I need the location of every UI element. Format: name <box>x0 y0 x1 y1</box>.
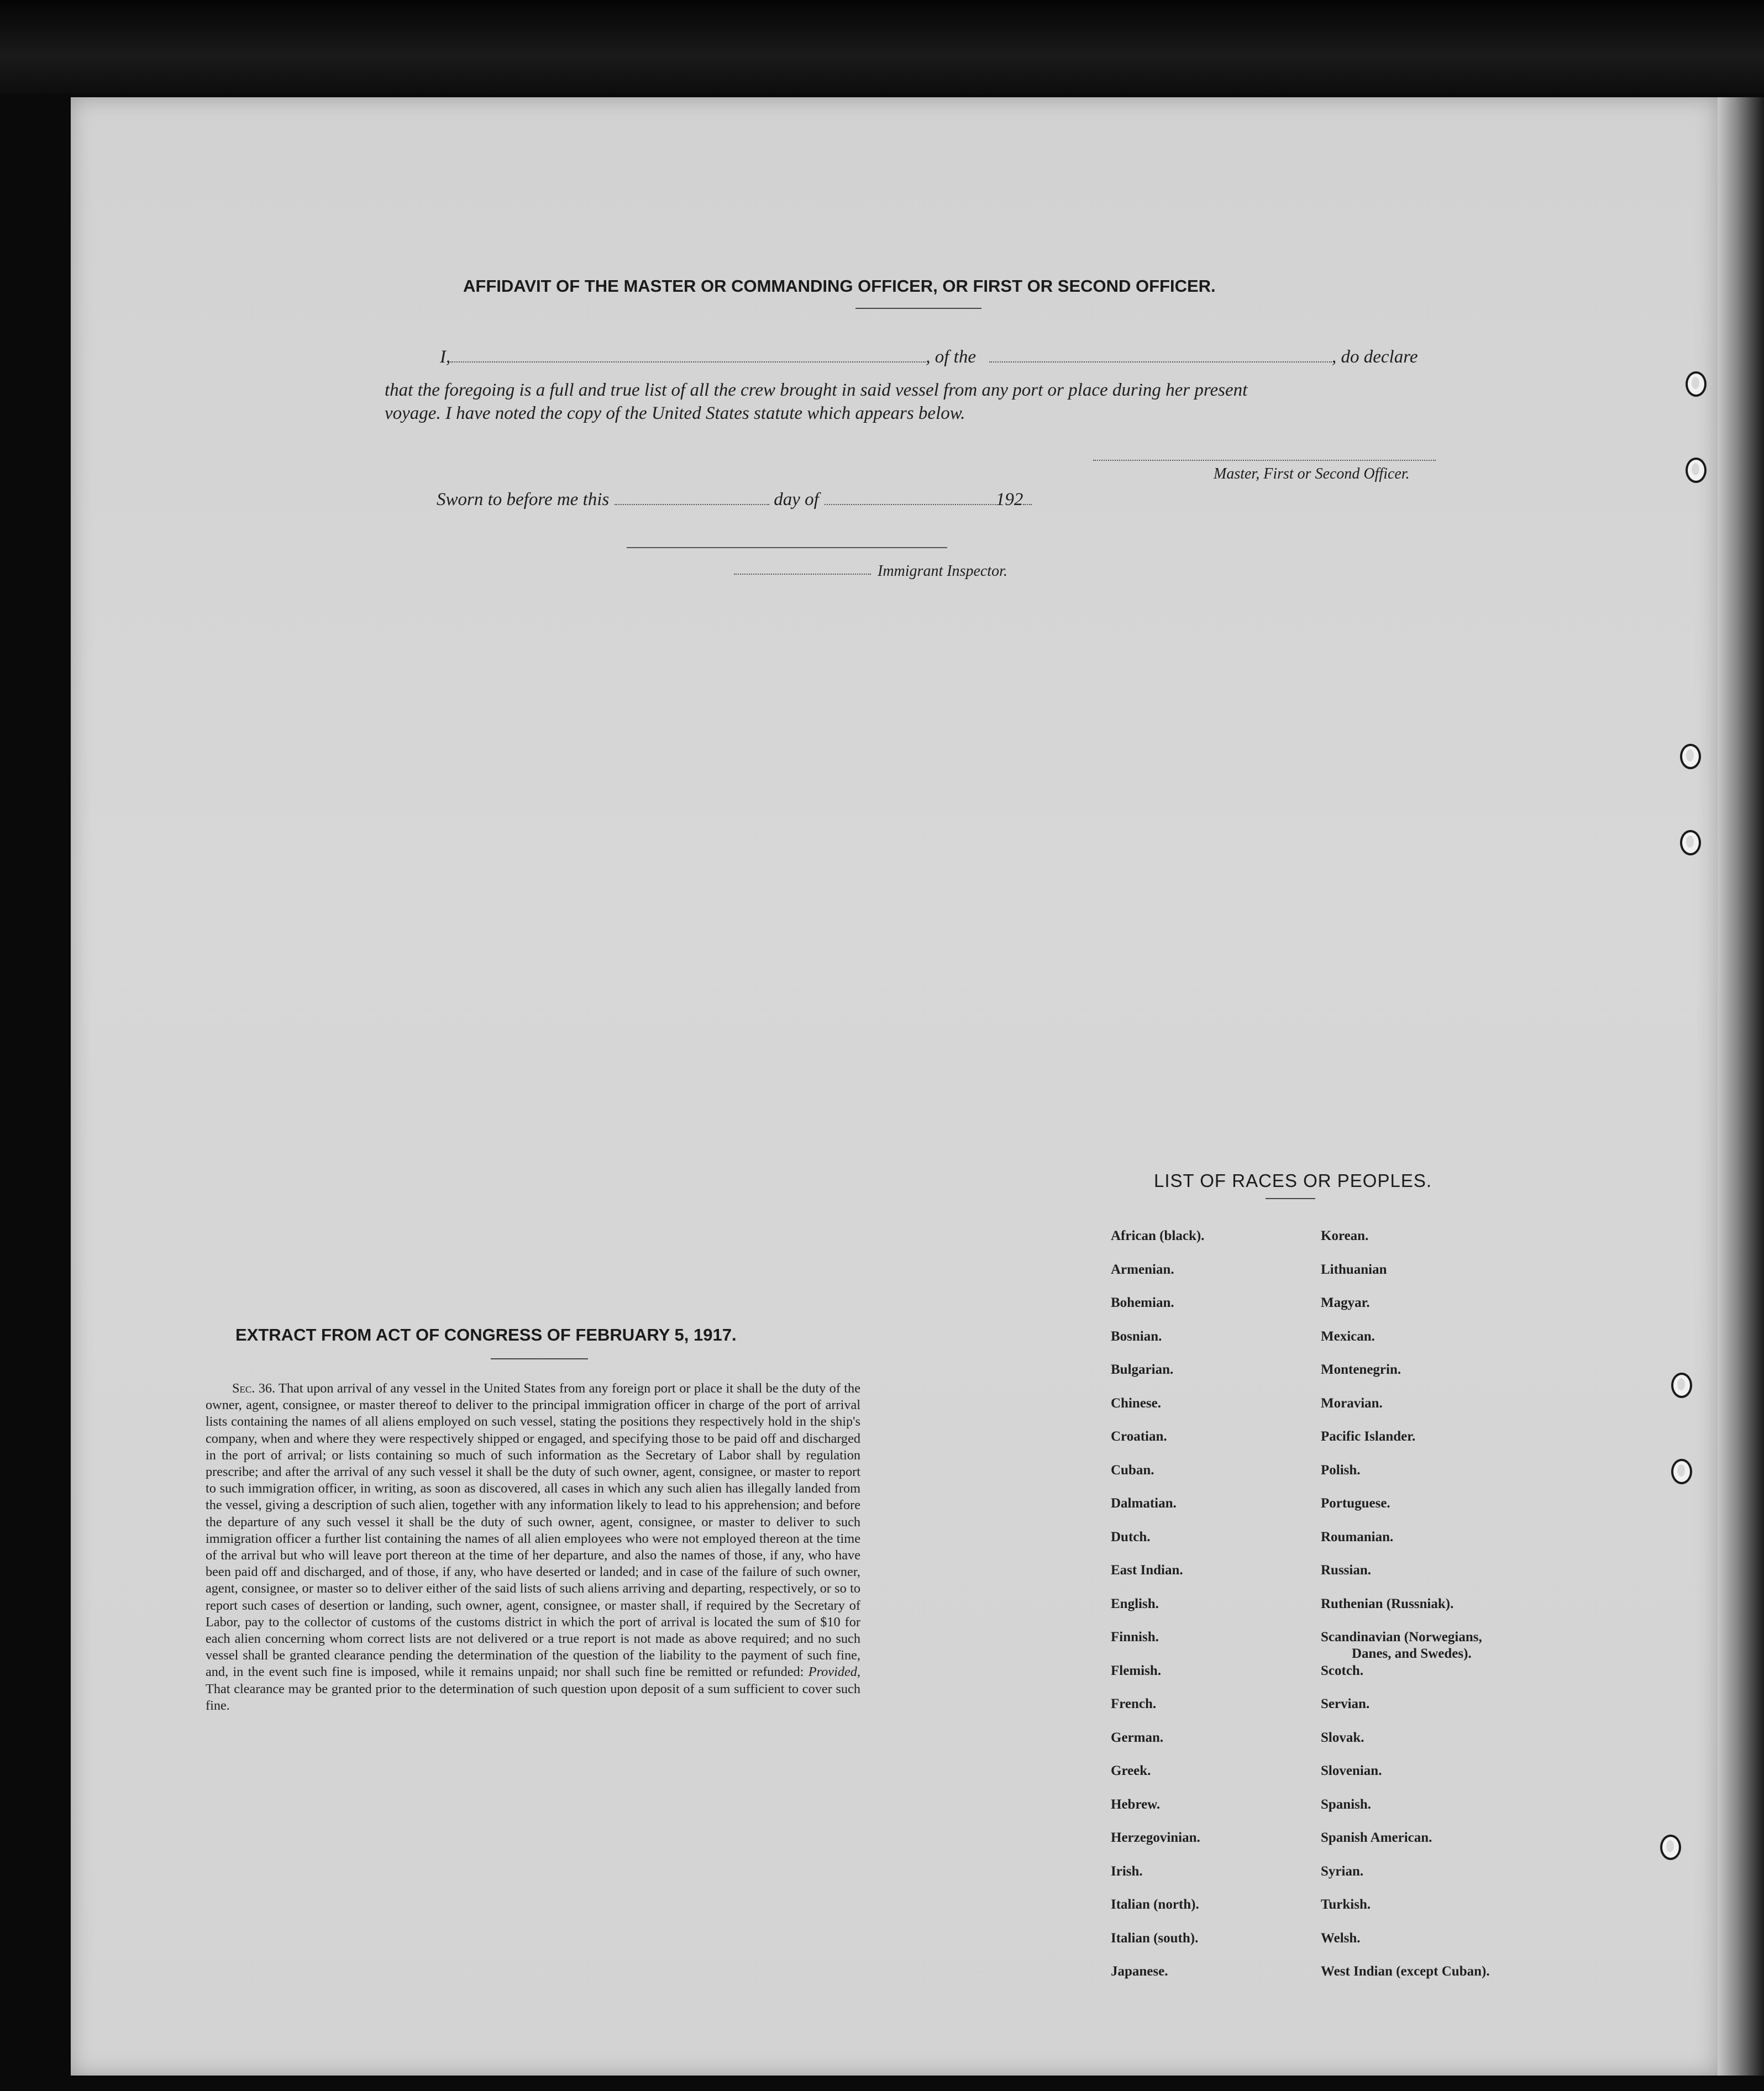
affidavit-title-rule <box>855 308 981 309</box>
race-entry: Japanese. <box>1111 1964 1168 1979</box>
race-entry: Bosnian. <box>1111 1328 1162 1344</box>
race-entry: Lithuanian <box>1321 1262 1387 1277</box>
extract-text-part-1: That upon arrival of any vessel in the United States from any foreign port or place it shall be the duty of the owner, agent, consignee, or master thereof to deliver to the principal immigration officer in charge of the port of arrival lists containing the names of all aliens employed on such vessel, stating the positions they respectively hold in the ship's company, when and where they were respectively shipped or engaged, and specifying those to be paid off and discharged in the port of arrival; or lists containing so much of such information as the Secretary of Labor shall by regulation prescribe; and after the arrival of any such vessel it shall be the duty of such owner, agent, consignee, or master to report to such immigration officer, in writing, as soon as discovered, all cases in which any such alien has illegally landed from the vessel, giving a description of such alien, together with any information likely to lead to his apprehension; and before the departure of any such vessel it shall be the duty of such owner, agent, consignee, or master to deliver to such immigration officer a further list containing the names of all alien employees who were not employed thereon at the time of the arrival but who will leave port thereon at the time of her departure, and also the names of those, if any, who have been paid off and discharged, and of those, if any, who have deserted or landed; and in case of the failure of such owner, agent, consignee, or master so to deliver either of the said lists of such aliens arriving and departing, respectively, or so to report such cases of desertion or landing, such owner, agent, consignee, or master shall, if required by the Secretary of Labor, pay to the collector of customs of the customs district in which the port of arrival is located the sum of $10 for each alien concerning whom correct lists are not delivered or a true report is not made as above required; and no such vessel shall be granted clearance pending the determination of the question of the liability to the payment of such fine, and, in the event such fine is imposed, while it remains unpaid; nor shall such fine be remitted or refunded: <box>206 1381 860 1680</box>
extract-body <box>206 1380 860 1714</box>
affidavit-of-the-label: , of the <box>926 347 976 367</box>
binder-hole <box>1671 1373 1692 1398</box>
race-entry: Italian (north). <box>1111 1897 1199 1912</box>
race-entry: Italian (south). <box>1111 1930 1199 1946</box>
page-right-edge <box>1718 97 1764 2076</box>
inspector-dotted-line <box>734 574 871 575</box>
affidavit-title: AFFIDAVIT OF THE MASTER OR COMMANDING OFFICER, OR FIRST OR SECOND OFFICER. <box>463 276 1216 296</box>
sworn-line <box>437 490 1032 510</box>
race-entry: Moravian. <box>1321 1395 1383 1411</box>
sworn-month-blank[interactable] <box>825 504 996 505</box>
race-entry: Chinese. <box>1111 1395 1161 1411</box>
race-entry: Herzegovinian. <box>1111 1830 1200 1845</box>
races-column-2 <box>1321 1228 1490 1997</box>
sworn-year-label: 192 <box>995 490 1023 509</box>
affidavit-line-3: voyage. I have noted the copy of the United States statute which appears below. <box>385 403 965 423</box>
name-blank[interactable] <box>450 361 926 362</box>
race-entry: Scotch. <box>1321 1663 1364 1678</box>
extract-title-rule <box>491 1358 588 1359</box>
binder-hole <box>1686 371 1707 397</box>
binder-hole <box>1680 830 1701 855</box>
vessel-blank[interactable] <box>989 361 1332 362</box>
race-entry: Finnish. <box>1111 1630 1159 1645</box>
race-entry: Korean. <box>1321 1228 1369 1243</box>
races-title-rule <box>1266 1198 1315 1199</box>
race-entry: Flemish. <box>1111 1663 1161 1678</box>
race-entry: Bulgarian. <box>1111 1362 1174 1377</box>
affidavit-line-2: that the foregoing is a full and true list of all the crew brought in said vessel from any port or place during her present <box>385 380 1248 400</box>
provided-label: Provided, <box>808 1664 860 1680</box>
race-entry: Spanish American. <box>1321 1830 1432 1845</box>
sworn-prefix: Sworn to before me this <box>437 490 610 509</box>
races-title: LIST OF RACES OR PEOPLES. <box>1154 1170 1432 1191</box>
race-entry: Armenian. <box>1111 1262 1174 1277</box>
race-entry: Spanish. <box>1321 1796 1372 1812</box>
race-entry: Syrian. <box>1321 1863 1364 1879</box>
affidavit-declare-label: , do declare <box>1331 347 1418 367</box>
race-entry: English. <box>1111 1596 1159 1611</box>
inspector-label: Immigrant Inspector. <box>878 563 1007 580</box>
inspector-signature-line[interactable] <box>627 547 947 548</box>
race-entry: Croatian. <box>1111 1429 1167 1444</box>
race-entry: Slovenian. <box>1321 1763 1382 1778</box>
race-entry: Hebrew. <box>1111 1796 1161 1812</box>
race-entry: Roumanian. <box>1321 1529 1394 1544</box>
binder-hole <box>1680 744 1701 769</box>
race-entry: Russian. <box>1321 1563 1372 1578</box>
extract-text-part-2: That clearance may be granted prior to the determination of such question upon deposit of a sum sufficient to cover such fine. <box>206 1681 860 1713</box>
extract-title: EXTRACT FROM ACT OF CONGRESS OF FEBRUARY 5, 1917. <box>235 1325 737 1344</box>
affidavit-i-label: I, <box>440 347 451 367</box>
race-entry: German. <box>1111 1730 1164 1745</box>
race-entry: Ruthenian (Russniak). <box>1321 1596 1454 1611</box>
affidavit-line-1 <box>440 347 1418 367</box>
sworn-day-blank[interactable] <box>615 504 769 505</box>
master-signature-label: Master, First or Second Officer. <box>1214 465 1410 482</box>
binder-hole <box>1671 1459 1692 1484</box>
race-entry: West Indian (except Cuban). <box>1321 1964 1490 1979</box>
race-entry: Mexican. <box>1321 1328 1375 1344</box>
sworn-day-of-label: day of <box>774 490 819 509</box>
race-entry: Scandinavian (Norwegians, <box>1321 1630 1482 1645</box>
race-entry: Servian. <box>1321 1696 1370 1711</box>
race-entry: Slovak. <box>1321 1730 1364 1745</box>
race-entry: Dalmatian. <box>1111 1496 1177 1511</box>
race-entry: Bohemian. <box>1111 1295 1174 1310</box>
scanner-top-band <box>0 0 1764 94</box>
race-entry: French. <box>1111 1696 1157 1711</box>
race-entry: Danes, and Swedes). <box>1352 1646 1472 1661</box>
race-entry: Greek. <box>1111 1763 1151 1778</box>
race-entry: Polish. <box>1321 1462 1361 1478</box>
race-entry: Portuguese. <box>1321 1496 1390 1511</box>
race-entry: African (black). <box>1111 1228 1205 1243</box>
race-entry: Dutch. <box>1111 1529 1151 1544</box>
sec-label: Sec. 36. <box>232 1381 276 1396</box>
race-entry: Irish. <box>1111 1863 1143 1879</box>
race-entry: Pacific Islander. <box>1321 1429 1416 1444</box>
race-entry: Welsh. <box>1321 1930 1361 1946</box>
race-entry: Turkish. <box>1321 1897 1371 1912</box>
binder-hole <box>1686 458 1707 483</box>
races-column-1 <box>1111 1228 1204 1997</box>
race-entry: Cuban. <box>1111 1462 1154 1478</box>
race-entry: Magyar. <box>1321 1295 1370 1310</box>
master-signature-line[interactable] <box>1093 460 1436 461</box>
race-entry: Montenegrin. <box>1321 1362 1401 1377</box>
sworn-year-blank[interactable] <box>1023 504 1032 505</box>
binder-hole <box>1660 1835 1681 1860</box>
race-entry: East Indian. <box>1111 1563 1183 1578</box>
